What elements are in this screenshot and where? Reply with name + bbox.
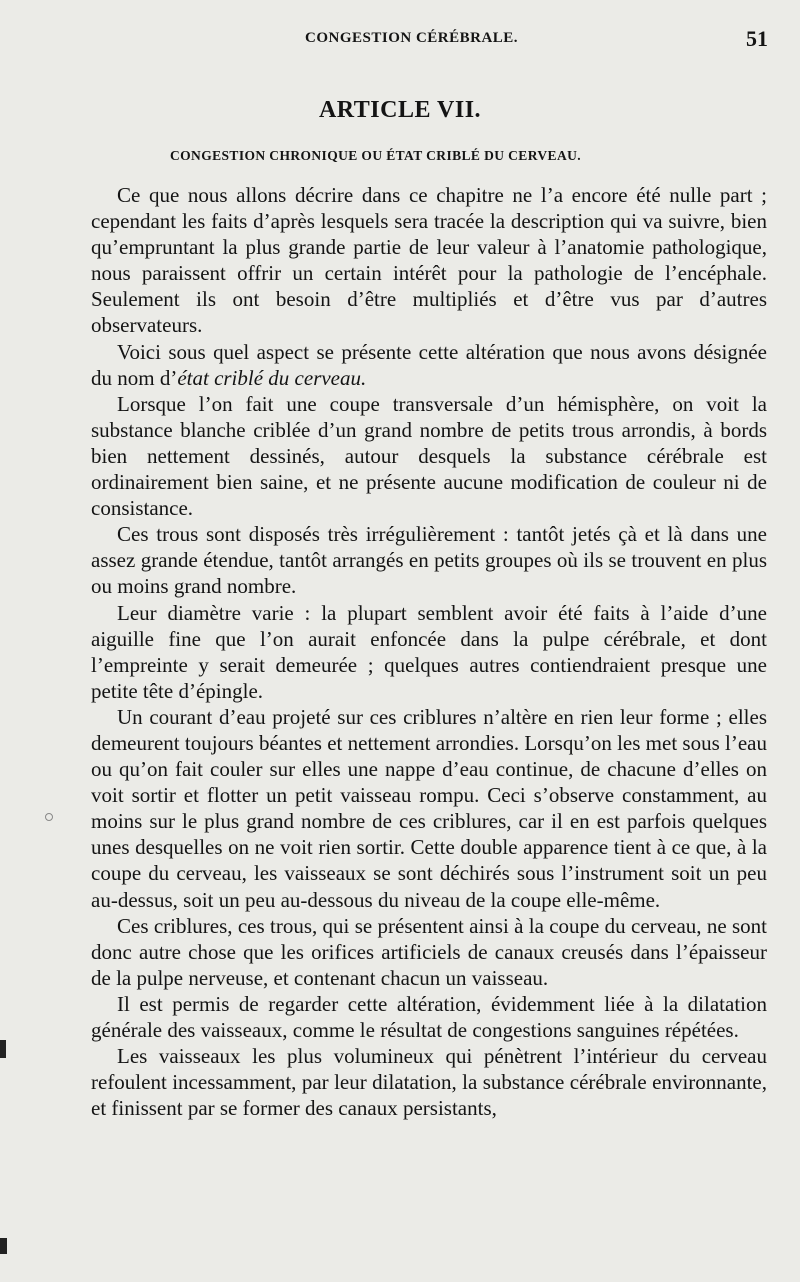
paragraph-2 [91, 339, 767, 391]
section-title: CONGESTION CHRONIQUE OU ÉTAT CRIBLÉ DU CERVEAU. [170, 148, 582, 163]
paragraph-2-text: Voici sous quel aspect se présente cette altération que nous avons désignée du nom d’ [91, 339, 767, 390]
paragraph-7: Ces criblures, ces trous, qui se présentent ainsi à la coupe du cerveau, ne sont donc autre chose que les orifices artificiels de canaux creusés dans l’épaisseur de la pulpe nerveuse, et contenant chacun un vaisseau. [91, 913, 767, 990]
paragraph-8: Il est permis de regarder cette altération, évidemment liée à la dilatation générale des vaisseaux, comme le résultat de congestions sanguines répétées. [91, 991, 767, 1042]
article-title: ARTICLE VII. [318, 97, 482, 123]
body-text [91, 182, 767, 1121]
paragraph-4: Ces trous sont disposés très irrégulièrement : tantôt jetés çà et là dans une assez grande étendue, tantôt arrangés en petits groupes où ils se trouvent en plus ou moins grand nombre. [91, 522, 767, 599]
page-header [80, 26, 768, 56]
paragraph-9: Les vaisseaux les plus volumineux qui pénètrent l’intérieur du cerveau refoulent incessamment, par leur dilatation, la substance cérébrale environnante, et finissent par se former des canaux persistants, [91, 1044, 767, 1121]
page-number: 51 [746, 26, 768, 51]
margin-dot [46, 814, 53, 821]
paragraph-3: Lorsque l’on fait une coupe transversale d’un hémisphère, on voit la substance blanche criblée d’un grand nombre de petits trous arrondis, à bords bien nettement dessinés, autour desquels la substance cérébrale est ordinairement bien saine, et ne présente aucune modification de couleur ni de consistance. [91, 391, 767, 521]
binding-edge-mark-1 [0, 1040, 6, 1058]
paragraph-2-italic: état criblé du cerveau. [177, 365, 367, 390]
running-head: CONGESTION CÉRÉBRALE. [305, 30, 519, 46]
paragraph-1: Ce que nous allons décrire dans ce chapitre ne l’a encore été nulle part ; cependant les faits d’après lesquels sera tracée la description qui va suivre, bien qu’empruntant la plus grande partie de leur valeur à l’anatomie pathologique, nous paraissent offrir un certain intérêt pour la pathologie de l’encéphale. Seulement ils ont besoin d’être multipliés et d’être vus par d’autres observateurs. [91, 183, 767, 338]
paragraph-6: Un courant d’eau projeté sur ces criblures n’altère en rien leur forme ; elles demeurent toujours béantes et nettement arrondies. Lorsqu’on les met sous l’eau ou qu’on fait couler sur elles une nappe d’eau continue, de chacune d’elles on voit sortir et flotter un petit vaisseau rompu. Ceci s’observe constamment, au moins sur le plus grand nombre de ces criblures, car il en est parfois quelques unes desquelles on ne voit rien sortir. Cette double apparence tient à ce que, à la coupe du cerveau, les vaisseaux se sont déchirés sous l’instrument soit un peu au-dessus, soit un peu au-dessous du niveau de la coupe elle-même. [91, 704, 767, 912]
paragraph-5: Leur diamètre varie : la plupart semblent avoir été faits à l’aide d’une aiguille fine que l’on aurait enfoncée dans la pulpe cérébrale, et dont l’empreinte y serait demeurée ; quelques autres contiendraient presque une petite tête d’épingle. [91, 600, 767, 703]
binding-edge-mark-2 [0, 1238, 7, 1254]
